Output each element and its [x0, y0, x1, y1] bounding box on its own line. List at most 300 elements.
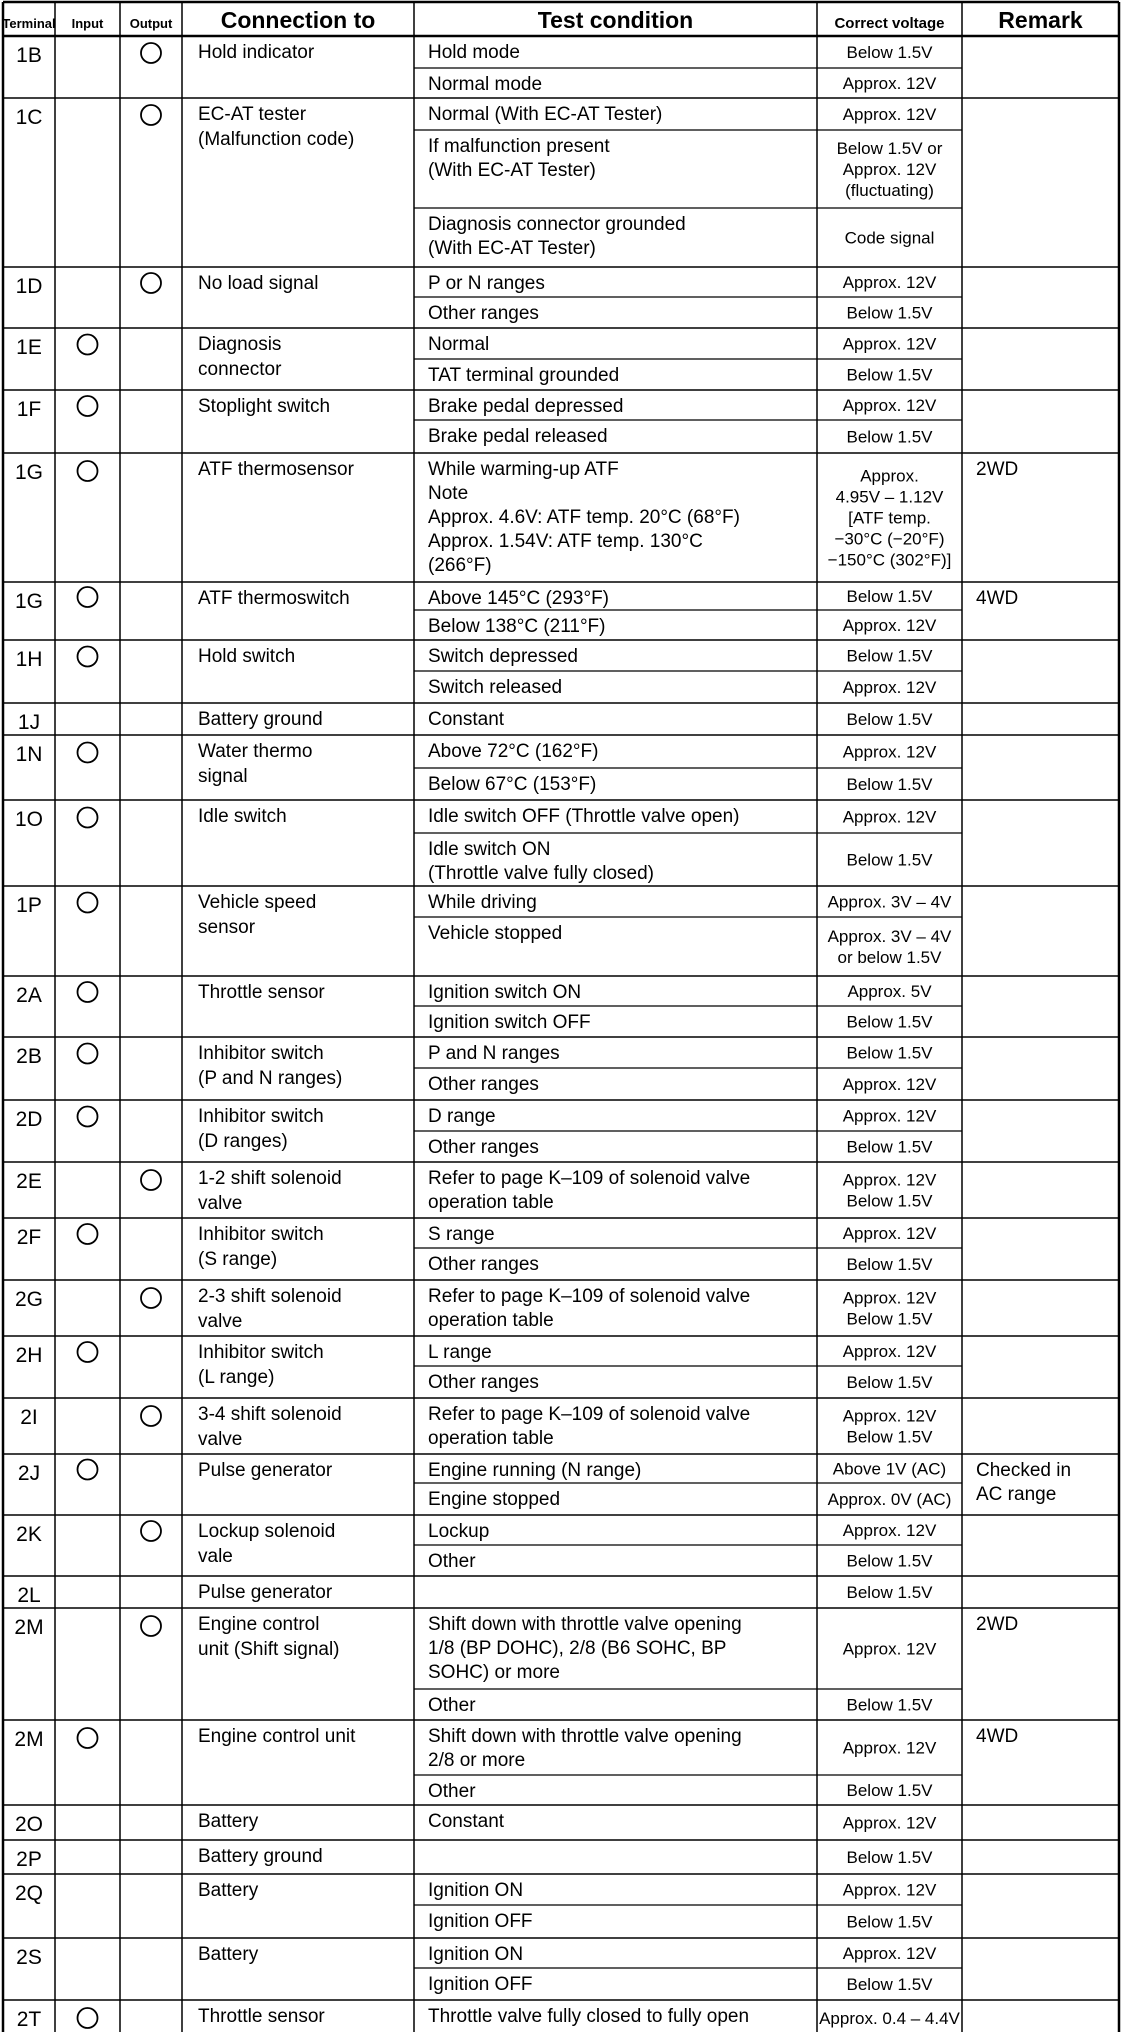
input-marker-icon [78, 587, 98, 607]
connection-cell-line: (P and N ranges) [198, 1068, 343, 1089]
table-row [3, 1614, 1119, 1720]
terminal-cell: 2B [16, 1045, 42, 1068]
test-condition-cell [428, 426, 608, 447]
voltage-cell [843, 743, 937, 762]
test-condition-cell-line: Idle switch ON [428, 839, 551, 860]
test-condition-cell-line: Ignition ON [428, 1880, 524, 1901]
header-remark: Remark [998, 7, 1083, 33]
remark-cell-line: 2WD [976, 1614, 1019, 1635]
connection-cell-line: vale [198, 1546, 233, 1567]
voltage-cell-line: Below 1.5V [846, 1551, 933, 1571]
test-condition-cell [428, 1342, 492, 1363]
test-condition-cell-line: Note [428, 483, 469, 504]
remark-cell [976, 588, 1018, 609]
test-condition-cell-line: Below 67°C (153°F) [428, 774, 597, 795]
voltage-cell [847, 43, 934, 62]
connection-cell [198, 396, 330, 417]
test-condition-cell [428, 1460, 641, 1481]
voltage-cell-line: Below 1.5V [846, 1848, 933, 1867]
terminal-cell: 2K [16, 1523, 42, 1546]
voltage-cell-line: Approx. 5V [847, 982, 932, 1001]
output-marker-icon [141, 1616, 161, 1636]
voltage-cell-line: Below 1.5V [846, 850, 933, 870]
voltage-cell [843, 1640, 937, 1659]
test-condition-cell-line: Approx. 1.54V: ATF temp. 130°C [428, 531, 703, 552]
remark-cell-line: 4WD [976, 1726, 1019, 1747]
voltage-cell [847, 1255, 934, 1274]
connection-cell [198, 1582, 333, 1603]
voltage-cell-line: Approx. 12V [842, 105, 937, 124]
test-condition-cell-line: Other ranges [428, 1254, 539, 1275]
voltage-cell [819, 2009, 960, 2028]
connection-cell-line: valve [198, 1429, 243, 1450]
voltage-cell [847, 775, 934, 794]
voltage-cell-line: Approx. 12V [842, 1075, 937, 1094]
voltage-cell-line: or below 1.5V [837, 948, 942, 967]
test-condition-cell-line: operation table [428, 1310, 554, 1331]
connection-cell-line: Inhibitor switch [198, 1106, 324, 1127]
voltage-cell-line: (fluctuating) [845, 181, 934, 200]
test-condition-cell-line: P and N ranges [428, 1043, 560, 1064]
test-condition-cell [428, 2006, 749, 2027]
table-row [3, 892, 1119, 976]
connection-cell [198, 273, 318, 294]
connection-cell-line: Diagnosis [198, 334, 282, 355]
connection-cell [198, 1106, 324, 1152]
voltage-cell [847, 851, 934, 870]
test-condition-cell-line: Lockup [428, 1521, 490, 1542]
connection-cell-line: connector [198, 359, 282, 380]
table-row [3, 1460, 1119, 1516]
test-condition-cell [428, 1372, 539, 1393]
input-marker-icon [78, 1728, 98, 1748]
test-condition-cell-line: SOHC) or more [428, 1662, 560, 1683]
voltage-cell-line: Below 1.5V [846, 1583, 933, 1602]
test-condition-cell [428, 1811, 505, 1832]
connection-cell-line: Inhibitor switch [198, 1043, 324, 1064]
input-marker-icon [78, 1342, 98, 1362]
test-condition-cell [428, 273, 545, 294]
test-condition-cell [428, 923, 562, 944]
test-condition-cell-line: (Throttle valve fully closed) [428, 863, 654, 884]
test-condition-cell [428, 1911, 533, 1932]
voltage-cell [843, 105, 937, 124]
output-marker-icon [141, 273, 161, 293]
connection-cell [198, 2006, 325, 2027]
test-condition-cell [428, 1404, 750, 1449]
voltage-cell [843, 273, 937, 292]
test-condition-cell-line: Throttle valve fully closed to fully open [428, 2006, 750, 2027]
connection-cell-line: Pulse generator [198, 1582, 333, 1603]
voltage-cell-line: Below 1.5V [846, 43, 933, 62]
connection-cell-line: Hold indicator [198, 42, 315, 63]
voltage-cell [847, 1913, 934, 1932]
test-condition-cell-line: Above 72°C (162°F) [428, 741, 599, 762]
voltage-cell-line: Approx. 12V [842, 74, 937, 93]
terminal-cell: 2I [20, 1406, 38, 1429]
test-condition-cell [428, 104, 662, 125]
input-marker-icon [78, 2008, 98, 2028]
voltage-cell [847, 1138, 934, 1157]
terminal-cell: 1G [14, 461, 44, 484]
connection-cell-line: Battery [198, 1811, 259, 1832]
terminal-cell: 1C [15, 106, 43, 129]
connection-cell-line: Inhibitor switch [198, 1224, 324, 1245]
test-condition-cell [428, 1254, 539, 1275]
output-marker-icon [141, 1521, 161, 1541]
voltage-cell-line: Approx. 12V [842, 1521, 937, 1540]
connection-cell [198, 1342, 324, 1388]
voltage-cell [843, 1521, 937, 1540]
test-condition-cell-line: Other [428, 1781, 476, 1802]
voltage-cell-line: Below 1.5V [846, 365, 933, 385]
test-condition-cell-line: Brake pedal released [428, 426, 608, 447]
test-condition-cell-line: Other ranges [428, 1074, 539, 1095]
terminal-cell: 1F [16, 398, 42, 421]
connection-cell-line: Water thermo [198, 741, 313, 762]
connection-cell-line: Pulse generator [198, 1460, 333, 1481]
table-row [3, 709, 1119, 735]
voltage-cell [843, 1171, 937, 1211]
voltage-cell-line: −150°C (302°F)] [827, 550, 952, 570]
test-condition-cell-line: 2/8 or more [428, 1750, 526, 1771]
terminal-cell: 1O [14, 808, 44, 831]
voltage-cell [847, 428, 934, 447]
connection-cell-line: valve [198, 1311, 243, 1332]
voltage-cell [843, 1224, 937, 1243]
test-condition-cell [428, 365, 619, 386]
input-marker-icon [78, 1044, 98, 1064]
test-condition-cell-line: Refer to page K–109 of solenoid valve [428, 1168, 751, 1189]
terminal-cell: 2A [16, 984, 42, 1007]
connection-cell [198, 982, 325, 1003]
terminal-cell: 2G [14, 1288, 44, 1311]
test-condition-cell-line: Ignition switch ON [428, 982, 582, 1003]
terminal-cell: 2D [15, 1108, 43, 1131]
terminal-cell: 1P [16, 894, 42, 917]
voltage-cell-line: Below 1.5V [846, 1191, 933, 1211]
voltage-cell-line: Below 1.5V [846, 1373, 933, 1392]
connection-cell-line: 3-4 shift solenoid [198, 1404, 342, 1425]
connection-cell-line: valve [198, 1193, 243, 1214]
test-condition-cell-line: Idle switch OFF (Throttle valve open) [428, 806, 740, 827]
test-condition-cell-line: Other [428, 1551, 476, 1572]
test-condition-cell-line: Other ranges [428, 1372, 539, 1393]
test-condition-cell [428, 1074, 539, 1095]
remark-cell [976, 1614, 1018, 1635]
test-condition-cell [428, 741, 598, 762]
voltage-cell-line: Below 1.5V [846, 1012, 933, 1032]
test-condition-cell-line: P or N ranges [428, 273, 545, 294]
test-condition-cell [428, 1974, 533, 1995]
connection-cell [198, 1880, 259, 1901]
test-condition-cell-line: Ignition OFF [428, 1974, 533, 1995]
voltage-cell-line: Below 1.5V [846, 1781, 933, 1800]
voltage-cell-line: Approx. 12V [842, 334, 937, 354]
voltage-cell-line: Approx. 12V [842, 1738, 937, 1758]
table-row [3, 646, 1119, 703]
table-row [3, 1726, 1119, 1805]
terminal-cell: 2S [16, 1946, 42, 1969]
test-condition-cell [428, 396, 623, 417]
connection-cell [198, 741, 312, 787]
test-condition-cell-line: Refer to page K–109 of solenoid valve [428, 1404, 751, 1425]
terminal-cell: 2J [17, 1462, 41, 1485]
input-marker-icon [78, 461, 98, 481]
voltage-cell [847, 1373, 934, 1392]
test-condition-cell-line: While warming-up ATF [428, 459, 619, 480]
voltage-cell-line: Approx. 12V [842, 1639, 937, 1659]
connection-cell-line: sensor [198, 917, 256, 938]
voltage-cell [837, 139, 943, 200]
connection-cell [198, 1614, 340, 1660]
terminal-cell: 2M [14, 1728, 44, 1751]
test-condition-cell [428, 1489, 560, 1510]
remark-cell [976, 1460, 1071, 1505]
test-condition-cell [428, 709, 505, 730]
voltage-cell-line: 4.95V – 1.12V [835, 487, 944, 507]
test-condition-cell [428, 1286, 750, 1331]
test-condition-cell-line: Above 145°C (293°F) [428, 588, 610, 609]
connection-cell [198, 588, 350, 609]
connection-cell-line: ATF thermosensor [198, 459, 354, 480]
table-row [3, 1880, 1119, 1938]
connection-cell-line: Idle switch [198, 806, 287, 827]
connection-cell [198, 42, 315, 63]
header-connection: Connection to [220, 7, 376, 33]
test-condition-cell [428, 214, 686, 259]
voltage-cell-line: Approx. 12V [842, 678, 937, 697]
voltage-cell-line: Below 1.5V [846, 1137, 933, 1157]
test-condition-cell-line: Switch released [428, 677, 563, 698]
terminal-cell: 2F [16, 1226, 42, 1249]
terminal-cell: 1B [16, 44, 42, 67]
test-condition-cell [428, 839, 654, 884]
voltage-cell-line: Below 1.5V [846, 775, 933, 794]
voltage-cell-line: Approx. 12V [842, 1406, 937, 1426]
voltage-cell-line: Below 1.5V [846, 710, 933, 729]
output-marker-icon [141, 1406, 161, 1426]
header-voltage: Correct voltage [834, 15, 945, 32]
voltage-cell-line: Approx. 12V [842, 396, 937, 415]
test-condition-cell [428, 1880, 523, 1901]
connection-cell [198, 1460, 333, 1481]
test-condition-cell-line: L range [428, 1342, 492, 1363]
terminal-cell: 2H [15, 1344, 43, 1367]
terminal-cell: 2P [16, 1848, 42, 1871]
test-condition-cell-line: Other ranges [428, 1137, 539, 1158]
test-condition-cell [428, 459, 740, 576]
input-marker-icon [78, 893, 98, 913]
voltage-cell [847, 304, 934, 323]
table-row [3, 982, 1119, 1037]
connection-cell-line: Engine control [198, 1614, 320, 1635]
connection-cell-line: No load signal [198, 273, 319, 294]
test-condition-cell [428, 1551, 476, 1572]
voltage-cell [847, 1013, 934, 1032]
voltage-cell [843, 1814, 937, 1833]
test-condition-cell-line: Shift down with throttle valve opening [428, 1614, 742, 1635]
voltage-cell [847, 1848, 934, 1867]
table-row [3, 1224, 1119, 1280]
voltage-cell-line: Approx. 12V [842, 1224, 937, 1243]
table-row [3, 42, 1119, 98]
voltage-cell-line: Below 1.5V [846, 1043, 933, 1063]
test-condition-cell-line: Diagnosis connector grounded [428, 214, 686, 235]
input-marker-icon [78, 396, 98, 416]
voltage-cell [843, 1289, 937, 1329]
test-condition-cell-line: Other [428, 1695, 476, 1716]
table-row [3, 1106, 1119, 1162]
table-row [3, 396, 1119, 453]
test-condition-cell-line: Shift down with throttle valve opening [428, 1726, 742, 1747]
voltage-cell [847, 1975, 934, 1994]
table-row [3, 104, 1119, 267]
table-row [3, 1811, 1119, 1840]
voltage-cell-line: Below 1.5V [846, 1695, 933, 1715]
header-input: Input [71, 16, 104, 31]
voltage-cell-line: Below 1.5V [846, 427, 933, 447]
test-condition-cell [428, 1695, 476, 1716]
voltage-cell-line: Below 1.5V [846, 587, 933, 606]
voltage-cell-line: Approx. 12V [842, 1813, 937, 1833]
test-condition-cell-line: D range [428, 1106, 496, 1127]
voltage-cell-line: Approx. 3V – 4V [827, 927, 952, 946]
voltage-cell-line: −30°C (−20°F) [834, 529, 945, 549]
voltage-cell-line: Below 1.5V [846, 1975, 933, 1994]
input-marker-icon [78, 1107, 98, 1127]
test-condition-cell-line: Below 138°C (211°F) [428, 616, 606, 637]
terminal-cell: 2Q [14, 1882, 44, 1905]
test-condition-cell-line: Hold mode [428, 42, 520, 63]
voltage-cell-line: Approx. 12V [842, 1342, 937, 1361]
table-row [3, 1521, 1119, 1576]
test-condition-cell [428, 1944, 523, 1965]
table-header [2, 7, 1083, 33]
table-row [3, 334, 1119, 390]
voltage-cell [828, 893, 952, 912]
voltage-cell [843, 808, 937, 827]
voltage-cell-line: Code signal [844, 228, 935, 248]
voltage-cell [847, 1552, 934, 1571]
test-condition-cell [428, 1012, 591, 1033]
test-condition-cell-line: Normal (With EC-AT Tester) [428, 104, 663, 125]
voltage-cell [843, 1739, 937, 1758]
connection-cell [198, 1811, 259, 1832]
test-condition-cell-line: If malfunction present [428, 136, 610, 157]
test-condition-cell [428, 74, 542, 95]
connection-cell-line: (D ranges) [198, 1131, 288, 1152]
voltage-cell-line: Approx. 12V [842, 1106, 937, 1126]
table-row [3, 1043, 1119, 1100]
voltage-cell [833, 1460, 946, 1479]
connection-cell-line: ATF thermoswitch [198, 588, 350, 609]
test-condition-cell [428, 1521, 489, 1542]
voltage-cell [843, 1075, 937, 1094]
input-marker-icon [78, 743, 98, 763]
test-condition-cell-line: Ignition switch OFF [428, 1012, 591, 1033]
test-condition-cell-line: (With EC-AT Tester) [428, 238, 596, 259]
test-condition-cell [428, 677, 562, 698]
connection-cell-line: Battery ground [198, 1846, 323, 1867]
test-condition-cell-line: Engine stopped [428, 1489, 561, 1510]
table-row [3, 1582, 1119, 1608]
connection-cell [198, 334, 282, 380]
test-condition-cell-line: operation table [428, 1428, 554, 1449]
voltage-cell [847, 1781, 934, 1800]
remark-cell-line: 2WD [976, 459, 1019, 480]
voltage-cell-line: Approx. 0.4 – 4.4V [819, 2009, 960, 2028]
connection-cell-line: Battery ground [198, 709, 323, 730]
connection-cell-line: Throttle sensor [198, 982, 325, 1003]
voltage-cell-line: Approx. 12V [842, 1880, 937, 1900]
input-marker-icon [78, 1224, 98, 1244]
voltage-cell [847, 982, 932, 1001]
output-marker-icon [141, 43, 161, 63]
connection-cell-line: 2-3 shift solenoid [198, 1286, 342, 1307]
connection-cell [198, 1224, 324, 1270]
voltage-cell-line: Approx. 12V [842, 807, 937, 827]
terminal-cell: 2E [16, 1170, 42, 1193]
test-condition-cell [428, 136, 610, 181]
voltage-cell [845, 229, 935, 248]
voltage-cell-line: Approx. [860, 466, 919, 486]
voltage-cell-line: Above 1V (AC) [832, 1459, 947, 1479]
remark-cell-line: AC range [976, 1484, 1057, 1505]
test-condition-cell-line: S range [428, 1224, 495, 1245]
connection-cell [198, 1043, 342, 1089]
connection-cell [198, 1168, 342, 1214]
voltage-cell-line: Approx. 12V [842, 1944, 937, 1963]
table-row [3, 741, 1119, 800]
connection-cell [198, 709, 323, 730]
test-condition-cell [428, 1168, 750, 1213]
voltage-cell-line: Approx. 12V [842, 273, 937, 292]
connection-cell-line: Inhibitor switch [198, 1342, 324, 1363]
connection-cell-line: Engine control unit [198, 1726, 356, 1747]
voltage-cell [843, 616, 937, 635]
test-condition-cell-line: While driving [428, 892, 537, 913]
voltage-cell [843, 1407, 937, 1447]
test-condition-cell-line: Ignition ON [428, 1944, 524, 1965]
connection-cell-line: signal [198, 766, 248, 787]
connection-cell [198, 892, 316, 938]
table-row [3, 459, 1119, 582]
output-marker-icon [141, 105, 161, 125]
connection-cell [198, 459, 355, 480]
input-marker-icon [78, 647, 98, 667]
table-row [3, 806, 1119, 886]
test-condition-cell [428, 1106, 496, 1127]
terminal-cell: 1G [14, 590, 44, 613]
test-condition-cell [428, 774, 596, 795]
test-condition-cell-line: Constant [428, 1811, 505, 1832]
input-marker-icon [78, 335, 98, 355]
voltage-cell [847, 1044, 934, 1063]
test-condition-cell-line: Switch depressed [428, 646, 578, 667]
voltage-cell-line: Below 1.5V [846, 1255, 933, 1274]
remark-cell [976, 459, 1018, 480]
table-row [3, 1168, 1119, 1218]
output-marker-icon [141, 1170, 161, 1190]
terminal-cell: 1J [17, 711, 41, 734]
table-row [3, 2006, 1119, 2032]
voltage-cell [847, 1696, 934, 1715]
table-row [3, 1944, 1119, 2000]
voltage-cell [843, 1342, 937, 1361]
connection-cell [198, 1404, 342, 1450]
test-condition-cell-line: operation table [428, 1192, 554, 1213]
